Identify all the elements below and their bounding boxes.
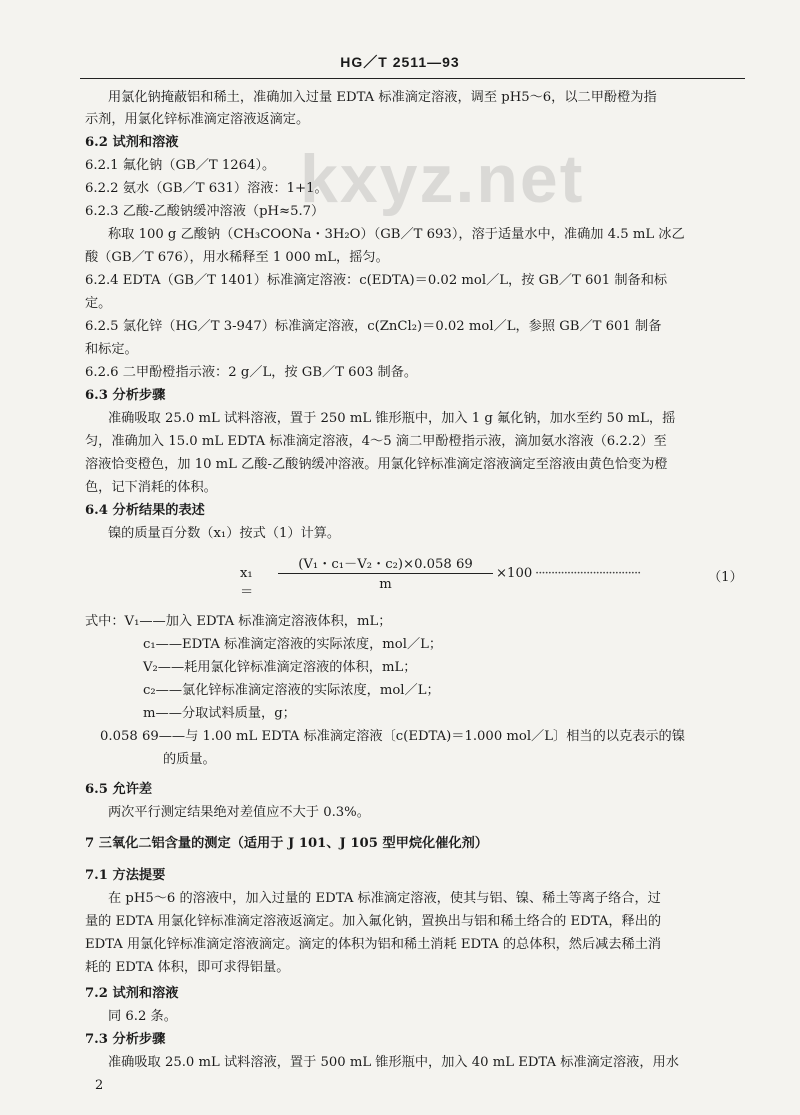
text-line: 示剂，用氯化锌标准滴定溶液返滴定。 [85, 112, 310, 127]
section-heading: 6.5 允许差 [85, 782, 153, 797]
formula-numerator: (V₁・c₁－V₂・c₂)×0.058 69 [298, 557, 473, 572]
section-heading: 6.4 分析结果的表述 [85, 503, 205, 518]
text-line: 6.2.2 氨水（GB／T 631）溶液：1+1。 [85, 181, 328, 196]
fraction-bar [278, 573, 493, 574]
formula-denominator: m [379, 577, 392, 592]
section-heading: 7.1 方法提要 [85, 868, 166, 883]
variable-definition: c₁——EDTA 标准滴定溶液的实际浓度，mol／L； [143, 637, 443, 652]
variable-definition: m——分取试料质量，g； [143, 706, 296, 721]
text-line: EDTA 用氯化锌标准滴定溶液滴定。滴定的体积为铝和稀土消耗 EDTA 的总体积，然后减去稀土消 [85, 937, 662, 952]
text-line: 溶液恰变橙色，加 10 mL 乙酸-乙酸钠缓冲溶液。用氯化锌标准滴定溶液滴定至溶液由黄色恰变为橙 [85, 457, 668, 472]
equation-number: （1） [708, 570, 743, 585]
section-heading: 6.3 分析步骤 [85, 388, 166, 403]
chapter-heading: 7 三氧化二铝含量的测定（适用于 J 101、J 105 型甲烷化催化剂） [85, 836, 488, 851]
text-line: 用氯化钠掩蔽铝和稀土，准确加入过量 EDTA 标准滴定溶液，调至 pH5～6，以二甲酚橙为指 [108, 90, 657, 105]
text-line: 6.2.3 乙酸-乙酸钠缓冲溶液（pH≈5.7） [85, 204, 325, 219]
section-heading: 6.2 试剂和溶液 [85, 135, 179, 150]
text-line: 称取 100 g 乙酸钠（CH₃COONa・3H₂O）（GB／T 693），溶于适量水中，准确加 4.5 mL 冰乙 [108, 227, 685, 242]
header-rule [80, 78, 745, 79]
text-line: 色，记下消耗的体积。 [85, 480, 217, 495]
section-heading: 7.3 分析步骤 [85, 1032, 166, 1047]
text-line: 准确吸取 25.0 mL 试料溶液，置于 250 mL 锥形瓶中，加入 1 g 氟化钠，加水至约 50 mL，摇 [108, 411, 676, 426]
text-line: 同 6.2 条。 [108, 1009, 177, 1024]
variable-definition: c₂——氯化锌标准滴定溶液的实际浓度，mol／L； [143, 683, 440, 698]
watermark: kxyz.net [300, 141, 585, 217]
variable-definition: 式中：V₁——加入 EDTA 标准滴定溶液体积，mL； [85, 614, 392, 629]
text-line: 在 pH5～6 的溶液中，加入过量的 EDTA 标准滴定溶液，使其与铝、镍、稀土等离子络合，过 [108, 891, 661, 906]
text-line: 6.2.6 二甲酚橙指示液：2 g／L，按 GB／T 603 制备。 [85, 365, 418, 380]
text-line: 酸（GB／T 676），用水稀释至 1 000 mL，摇匀。 [85, 250, 389, 265]
text-line: 量的 EDTA 用氯化锌标准滴定溶液返滴定。加入氟化钠，置换出与铝和稀土络合的 EDTA，释出的 [85, 914, 662, 929]
text-line: 定。 [85, 296, 112, 311]
text-line: 镍的质量百分数（x₁）按式（1）计算。 [108, 526, 341, 541]
variable-definition: 0.058 69——与 1.00 mL EDTA 标准滴定溶液〔c(EDTA)＝1.000 mol／L〕相当的以克表示的镍 [100, 729, 685, 744]
variable-definition: 的质量。 [163, 752, 216, 767]
text-line: 和标定。 [85, 342, 138, 357]
formula-multiplier: ×100 [496, 566, 533, 581]
variable-definition: V₂——耗用氯化锌标准滴定溶液的体积，mL； [143, 660, 417, 675]
section-heading: 7.2 试剂和溶液 [85, 986, 179, 1001]
leader-dots: ································· [535, 566, 641, 581]
text-line: 耗的 EDTA 体积，即可求得铝量。 [85, 960, 290, 975]
text-line: 准确吸取 25.0 mL 试料溶液，置于 500 mL 锥形瓶中，加入 40 mL EDTA 标准滴定溶液，用水 [108, 1055, 679, 1070]
formula-lhs: x₁ ＝ [240, 566, 254, 600]
text-line: 两次平行测定结果绝对差值应不大于 0.3%。 [108, 805, 370, 820]
text-line: 匀，准确加入 15.0 mL EDTA 标准滴定溶液，4～5 滴二甲酚橙指示液，滴加氨水溶液（6.2.2）至 [85, 434, 667, 449]
text-line: 6.2.4 EDTA（GB／T 1401）标准滴定溶液：c(EDTA)＝0.02 mol／L，按 GB／T 601 制备和标 [85, 273, 668, 288]
text-line: 6.2.5 氯化锌（HG／T 3-947）标准滴定溶液，c(ZnCl₂)＝0.02 mol／L，参照 GB／T 601 制备 [85, 319, 662, 334]
text-line: 6.2.1 氟化钠（GB／T 1264）。 [85, 158, 276, 173]
page-number: 2 [95, 1078, 104, 1093]
page-header: HG／T 2511—93 [340, 54, 460, 70]
